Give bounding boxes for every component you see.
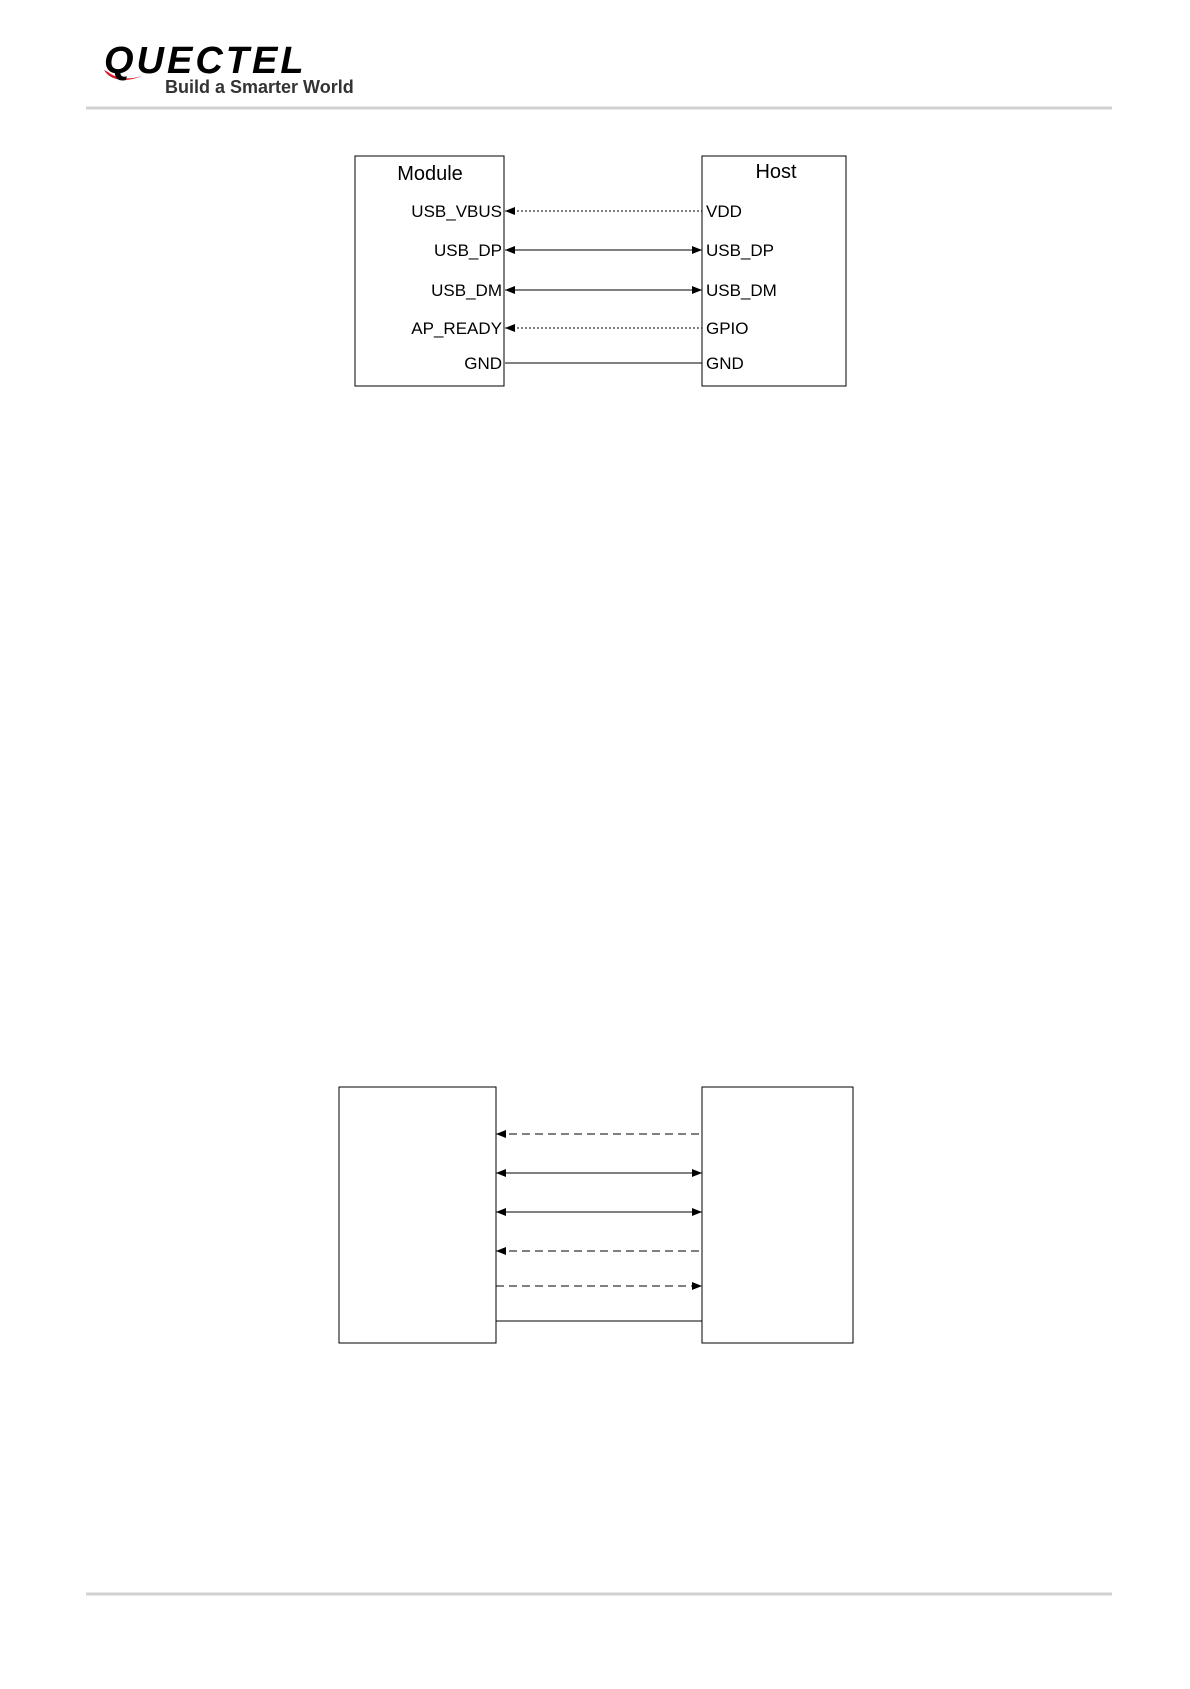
host-pin-label: GND	[706, 354, 744, 373]
module-box	[355, 156, 504, 386]
host-box	[702, 156, 846, 386]
module-pin-label: USB_DM	[431, 281, 502, 300]
host-pin-label: USB_DM	[706, 281, 777, 300]
host-pin-label: GPIO	[706, 319, 749, 338]
logo-text: QUECTEL	[104, 40, 307, 82]
module-pin-label: USB_DP	[433, 241, 502, 260]
module-pin-label: GND	[464, 354, 502, 373]
quectel-logo	[104, 40, 354, 97]
usb-connection-diagram	[355, 156, 846, 386]
host-pin-label: VDD	[706, 202, 742, 221]
left-device-box	[339, 1087, 496, 1343]
module-title: Module	[397, 163, 463, 185]
logo-tagline: Build a Smarter World	[165, 77, 354, 97]
right-device-box	[702, 1087, 853, 1343]
second-connection-diagram	[339, 1087, 853, 1343]
host-title: Host	[755, 161, 797, 183]
module-pin-label: USB_VBUS	[411, 202, 502, 221]
module-pin-label: AP_READY	[411, 319, 502, 338]
host-pin-label: USB_DP	[706, 241, 775, 260]
